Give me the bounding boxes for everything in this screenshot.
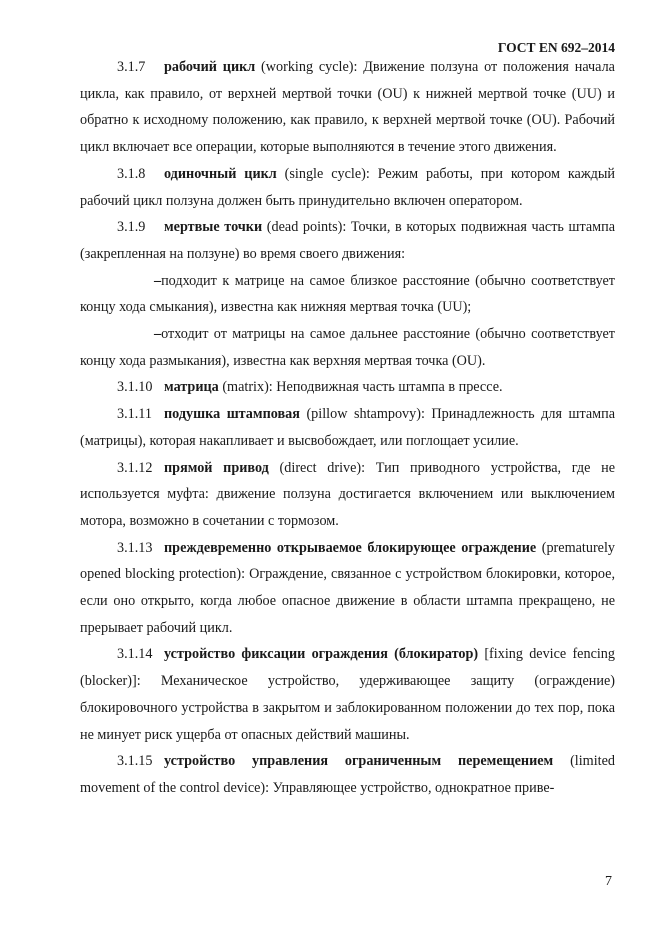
clause-number: 3.1.13 — [117, 539, 153, 556]
definition-3-1-9 — [80, 214, 615, 267]
clause-number: 3.1.15 — [117, 753, 153, 770]
term: устройство управления ограниченным перемещением — [164, 753, 554, 770]
definition-text: (pillow shtampovy): Принадлежность для штампа (матрицы), которая накапливает и высвобождает, или поглощает усилие. — [80, 406, 615, 449]
dash-marker: – — [154, 272, 162, 289]
term: прямой привод — [164, 459, 269, 476]
definition-3-1-13 — [80, 535, 615, 642]
document-header: ГОСТ EN 692–2014 — [497, 40, 615, 55]
list-item-text: подходит к матрице на самое близкое расстояние (обычно соответствует концу хода смыкания), известна как нижняя мертвая точка (UU); — [80, 272, 615, 316]
clause-number: 3.1.14 — [117, 646, 153, 663]
definition-3-1-10 — [80, 374, 615, 401]
document-body — [80, 54, 615, 802]
page-number: 7 — [605, 874, 612, 889]
definition-3-1-7 — [80, 54, 615, 161]
definition-text: (dead points): Точки, в которых подвижная часть штампа (закрепленная на ползуне) во время своего движения: — [80, 219, 615, 262]
dash-marker: – — [154, 326, 162, 343]
clause-number: 3.1.8 — [117, 165, 146, 182]
definition-text: (limited movement of the control device): Управляющее устройство, однократное приве- — [80, 753, 615, 796]
term: матрица — [164, 379, 219, 396]
clause-number: 3.1.12 — [117, 459, 153, 476]
definition-3-1-8 — [80, 161, 615, 214]
definition-text: (prematurely opened blocking protection): Ограждение, связанное с устройством блокировки, которое, если оно открыто, когда любое опасное движение в области штампа прекращено, не прерывает рабочий цикл. — [80, 539, 615, 636]
term: мертвые точки — [164, 219, 263, 236]
definition-text: (working cycle): Движение ползуна от положения начала цикла, как правило, от верхней мертвой точки (OU) к нижней мертвой точке (UU) и обратно к исходному положению, как правило, к верхней мертвой точке (OU). Рабочий цикл включает все операции, которые выполняются в течение этого движения. — [80, 59, 615, 156]
list-item — [80, 321, 615, 374]
list-item-text: отходит от матрицы на самое дальнее расстояние (обычно соответствует концу хода размыкания), известна как верхняя мертвая точка (OU). — [80, 326, 615, 369]
definition-3-1-12 — [80, 455, 615, 535]
term: одиночный цикл — [164, 165, 277, 182]
definition-3-1-14 — [80, 641, 615, 748]
list-item — [80, 268, 615, 321]
definition-text: (direct drive): Тип приводного устройства, где не используется муфта: движение ползуна достигается включением или выключением мотора, возможно в сочетании с тормозом. — [80, 459, 616, 529]
term: подушка штамповая — [164, 406, 300, 423]
definition-text: (matrix): Неподвижная часть штампа в прессе. — [218, 379, 503, 396]
clause-number: 3.1.7 — [117, 59, 146, 75]
term: рабочий цикл — [164, 59, 256, 75]
clause-number: 3.1.11 — [117, 406, 152, 423]
term: преждевременно открываемое блокирующее ограждение — [164, 539, 537, 556]
definition-text: [fixing device fencing (blocker)]: Механическое устройство, удерживающее защиту (ограждение) блокировочного устройства в закрытом и заблокированном положении до тех пор, пока не минует риск ущерба от опасных действий машины. — [80, 646, 615, 743]
clause-number: 3.1.10 — [117, 379, 153, 396]
term: устройство фиксации ограждения (блокиратор) — [164, 646, 479, 663]
clause-number: 3.1.9 — [117, 219, 146, 236]
definition-3-1-15 — [80, 748, 615, 801]
definition-3-1-11 — [80, 401, 615, 454]
definition-text: (single cycle): Режим работы, при котором каждый рабочий цикл ползуна должен быть принудительно включен оператором. — [80, 165, 615, 209]
